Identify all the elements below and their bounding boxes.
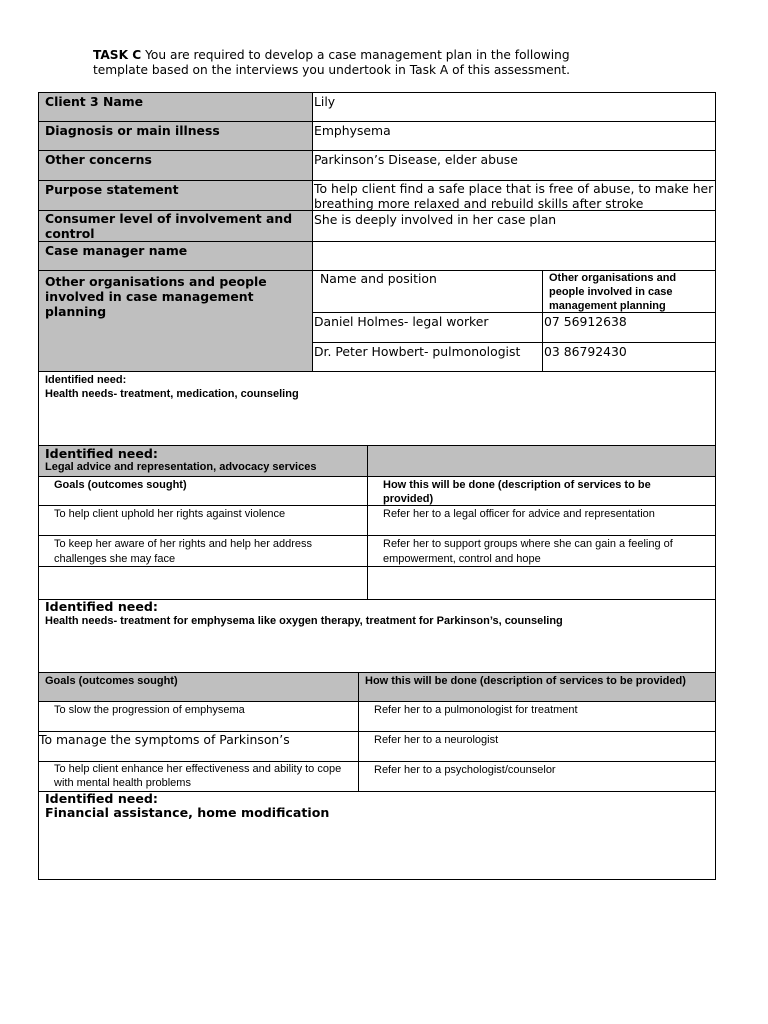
identified-need-3 <box>38 599 716 673</box>
need-2-goal-1: To help client uphold her rights against violence <box>38 505 368 536</box>
involvement-value: She is deeply involved in her case plan <box>312 210 716 242</box>
need-2-goal-2: To keep her aware of her rights and help her address challenges she may face <box>38 535 368 567</box>
org-row-2-contact: 03 86792430 <box>542 342 716 372</box>
need-1-desc: Health needs- treatment, medication, counseling <box>45 388 299 400</box>
need-2-how-2: Refer her to support groups where she can gain a feeling of empowerment, control and hope <box>367 535 716 567</box>
need-3-goal-1: To slow the progression of emphysema <box>38 701 359 732</box>
org-row-2-name: Dr. Peter Howbert- pulmonologist <box>312 342 543 372</box>
need-2-goal-3 <box>38 566 368 600</box>
diagnosis-label: Diagnosis or main illness <box>38 121 313 151</box>
other-concerns-value: Parkinson’s Disease, elder abuse <box>312 150 716 181</box>
need-3-how-header: How this will be done (description of services to be provided) <box>358 672 716 702</box>
identified-need-1 <box>38 371 716 446</box>
need-3-goal-3: To help client enhance her effectiveness and ability to cope with mental health problems <box>38 761 359 792</box>
need-2-how-1: Refer her to a legal officer for advice and representation <box>367 505 716 536</box>
client-name-value: Lily <box>312 92 716 122</box>
need-3-goals-header: Goals (outcomes sought) <box>38 672 359 702</box>
need-4-desc: Financial assistance, home modification <box>45 805 330 820</box>
task-label: TASK C <box>93 48 142 62</box>
identified-need-4 <box>38 791 716 880</box>
involvement-label: Consumer level of involvement and control <box>38 210 313 242</box>
need-3-how-2: Refer her to a neurologist <box>358 731 716 762</box>
other-orgs-label: Other organisations and people involved in case management planning <box>38 270 313 372</box>
need-2-title: Identified need: <box>45 446 158 461</box>
purpose-label: Purpose statement <box>38 180 313 211</box>
task-instructions <box>93 48 693 78</box>
org-row-1-name: Daniel Holmes- legal worker <box>312 312 543 343</box>
other-concerns-label: Other concerns <box>38 150 313 181</box>
task-text-line1: You are required to develop a case management plan in the following <box>141 48 570 62</box>
need-4-title: Identified need: <box>45 791 158 806</box>
need-1-title: Identified need: <box>45 374 127 386</box>
need-2-header-blank <box>367 445 716 477</box>
task-text-line2: template based on the interviews you undertook in Task A of this assessment. <box>93 63 570 77</box>
org-row-1-contact: 07 56912638 <box>542 312 716 343</box>
client-name-label: Client 3 Name <box>38 92 313 122</box>
orgs-contact-header: Other organisations and people involved in case management planning <box>542 270 716 313</box>
case-manager-value <box>312 241 716 271</box>
identified-need-2-header <box>38 445 368 477</box>
need-3-how-1: Refer her to a pulmonologist for treatment <box>358 701 716 732</box>
need-2-how-3 <box>367 566 716 600</box>
need-3-title: Identified need: <box>45 599 158 614</box>
need-2-desc: Legal advice and representation, advocacy services <box>45 461 317 473</box>
case-manager-label: Case manager name <box>38 241 313 271</box>
need-3-how-3: Refer her to a psychologist/counselor <box>358 761 716 792</box>
need-2-goals-header: Goals (outcomes sought) <box>38 476 368 506</box>
need-3-goal-2: To manage the symptoms of Parkinson’s <box>38 731 359 762</box>
need-3-desc: Health needs- treatment for emphysema like oxygen therapy, treatment for Parkinson’s, counseling <box>45 615 563 627</box>
purpose-value: To help client find a safe place that is free of abuse, to make her breathing more relaxed and rebuild skills after stroke <box>312 180 716 211</box>
need-2-how-header: How this will be done (description of services to be provided) <box>367 476 716 506</box>
orgs-name-header: Name and position <box>312 270 543 313</box>
diagnosis-value: Emphysema <box>312 121 716 151</box>
